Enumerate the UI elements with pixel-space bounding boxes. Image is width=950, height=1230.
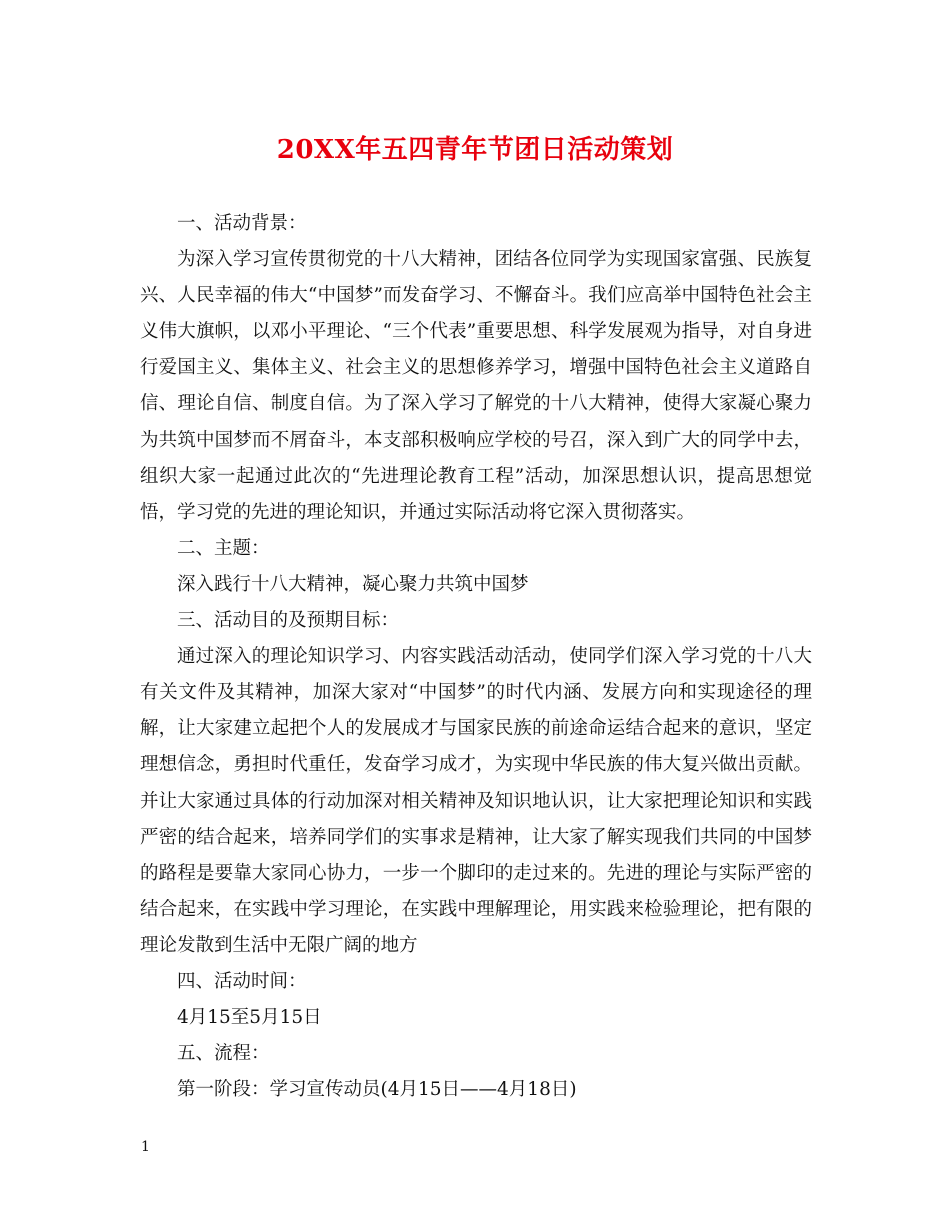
document-body	[140, 206, 812, 1108]
paragraph-background: 为深入学习宣传贯彻党的十八大精神，团结各位同学为实现国家富强、民族复兴、人民幸福的伟大“中国梦”而发奋学习、不懈奋斗。我们应高举中国特色社会主义伟大旗帜，以邓小平理论、“三个代表”重要思想、科学发展观为指导，对自身进行爱国主义、集体主义、社会主义的思想修养学习，增强中国特色社会主义道路自信、理论自信、制度自信。为了深入学习了解党的十八大精神，使得大家凝心聚力为共筑中国梦而不屑奋斗，本支部积极响应学校的号召，深入到广大的同学中去，组织大家一起通过此次的“先进理论教育工程”活动，加深思想认识，提高思想觉悟，学习党的先进的理论知识，并通过实际活动将它深入贯彻落实。	[140, 249, 812, 523]
section-heading-time: 四、活动时间：	[177, 970, 307, 992]
paragraph-theme: 深入践行十八大精神，凝心聚力共筑中国梦	[177, 573, 529, 595]
section-heading-process: 五、流程：	[177, 1043, 270, 1065]
section-heading-background: 一、活动背景：	[177, 213, 307, 234]
paragraph-goals: 通过深入的理论知识学习、内容实践活动活动，使同学们深入学习党的十八大有关文件及其精神，加深大家对“中国梦”的时代内涵、发展方向和实现途径的理解，让大家建立起把个人的发展成才与国家民族的前途命运结合起来的意识，坚定理想信念，勇担时代重任，发奋学习成才，为实现中华民族的伟大复兴做出贡献。并让大家通过具体的行动加深对相关精神及知识地认识，让大家把理论知识和实践严密的结合起来，培养同学们的实事求是精神，让大家了解实现我们共同的中国梦的路程是要靠大家同心协力，一步一个脚印的走过来的。先进的理论与实际严密的结合起来，在实践中学习理论，在实践中理解理论，用实践来检验理论，把有限的理论发散到生活中无限广阔的地方	[140, 646, 812, 956]
paragraph-phase-one: 第一阶段：学习宣传动员(4月15日——4月18日)	[177, 1079, 577, 1101]
section-heading-goals: 三、活动目的及预期目标：	[177, 610, 400, 632]
paragraph-time: 4月15至5月15日	[177, 1007, 322, 1029]
document-title: 20XX年五四青年节团日活动策划	[276, 135, 674, 165]
section-heading-theme: 二、主题：	[177, 537, 270, 559]
page-number: 1	[141, 1139, 150, 1155]
